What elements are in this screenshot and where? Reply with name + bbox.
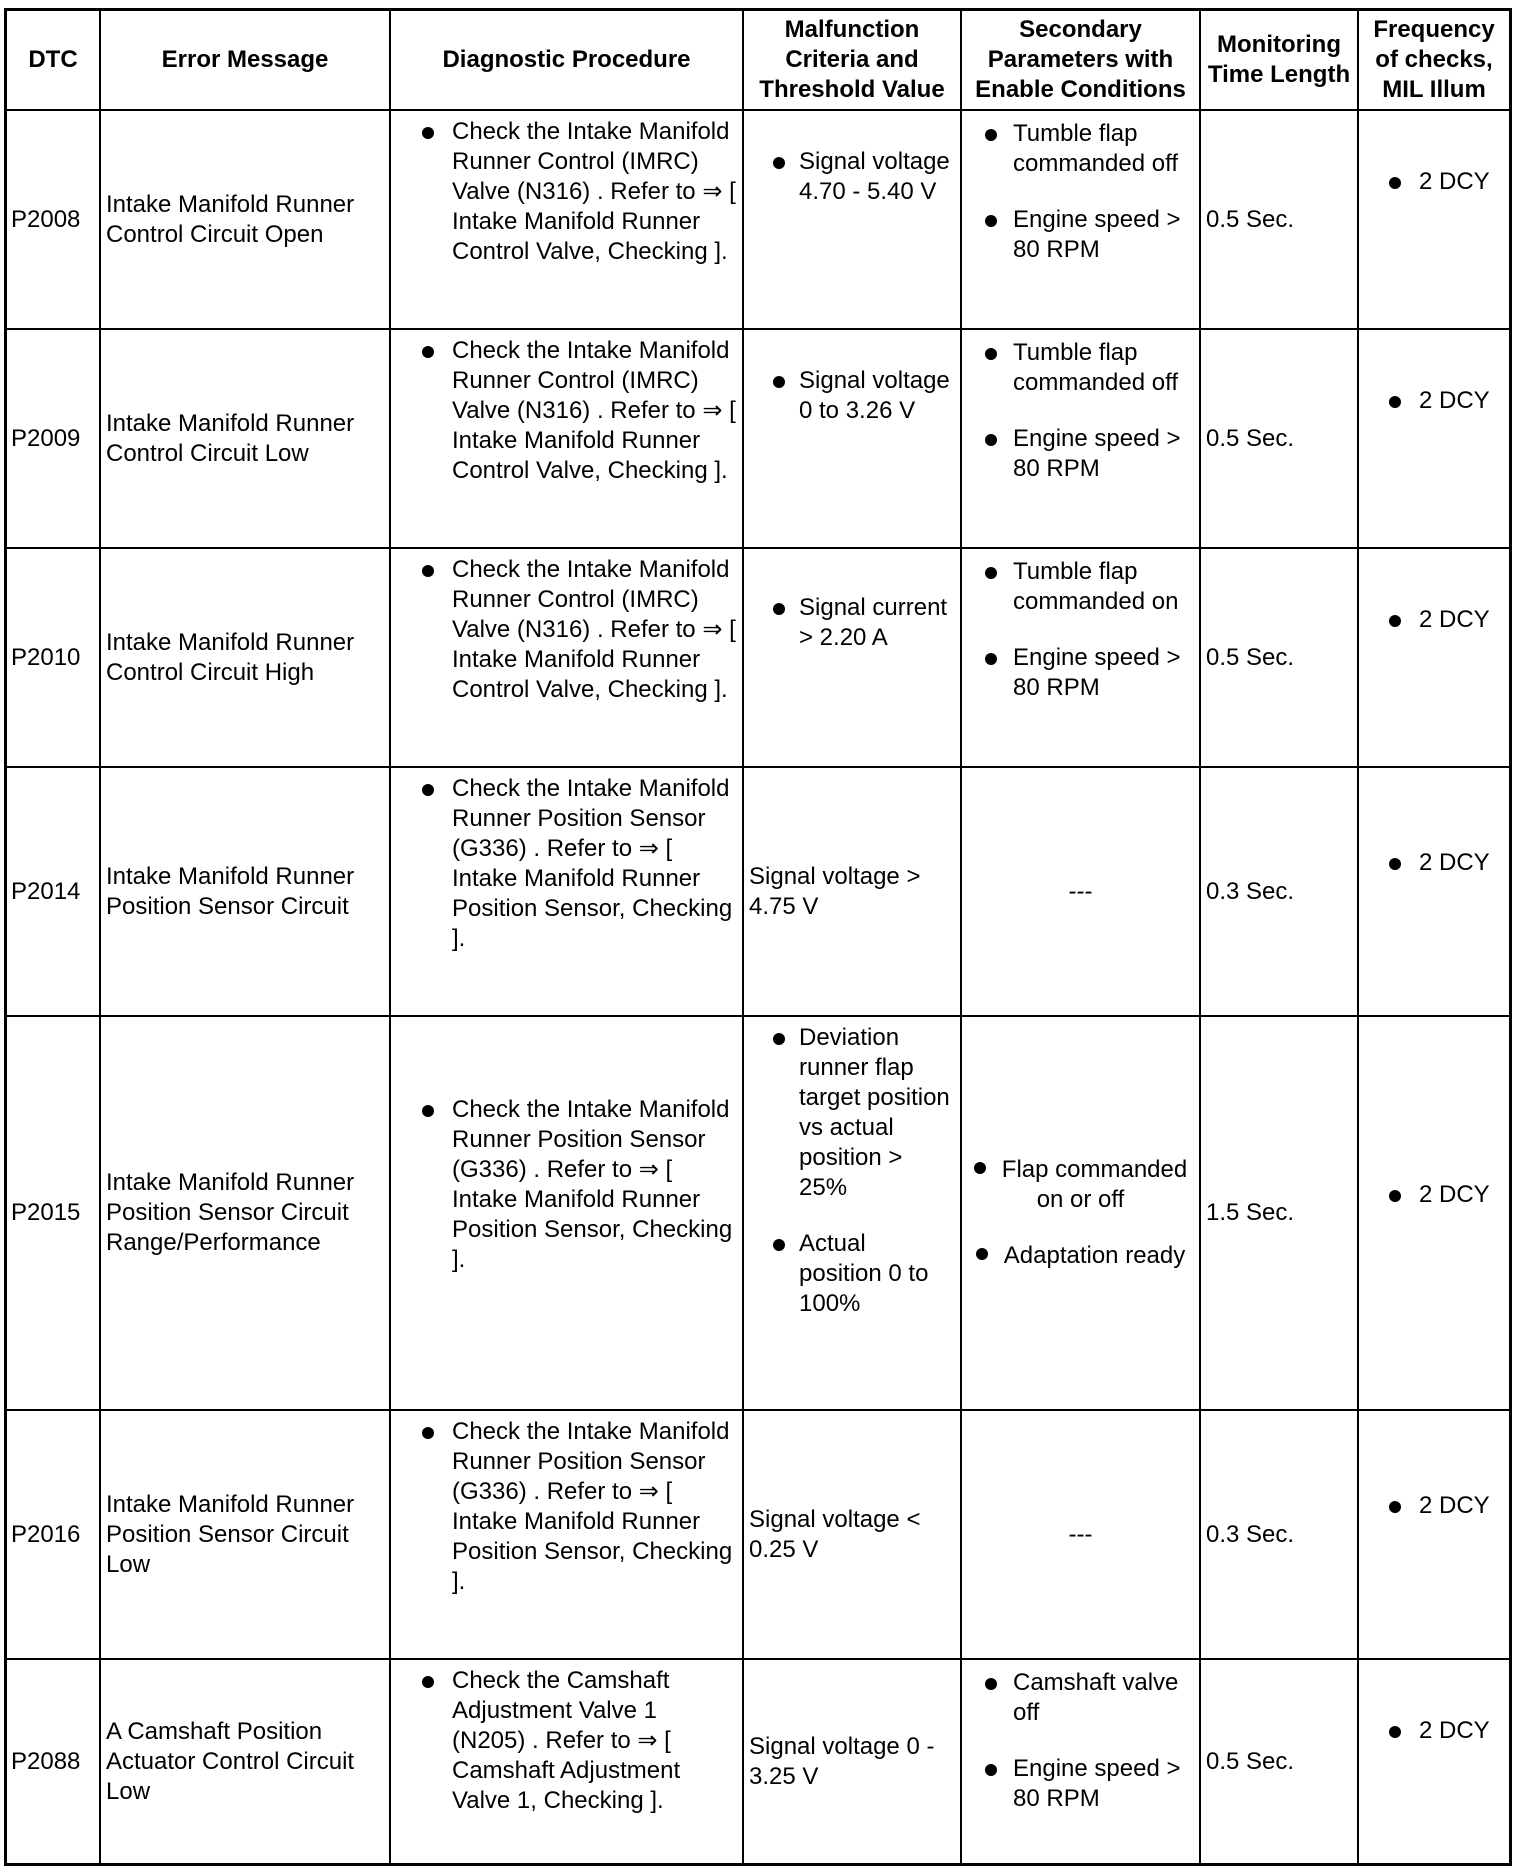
frequency: [1358, 110, 1509, 329]
bullet-item: Tumble flap commanded off: [967, 119, 1194, 179]
monitoring-time: 1.5 Sec.: [1200, 1016, 1358, 1410]
frequency: [1358, 329, 1509, 548]
bullet-item: Actual position 0 to 100%: [749, 1229, 955, 1319]
header-dtc: DTC: [7, 11, 100, 110]
bullet-item: Camshaft valve off: [967, 1668, 1194, 1728]
diagnostic-procedure: [390, 1016, 743, 1410]
diagnostic-procedure: [390, 1410, 743, 1659]
diagnostic-procedure: [390, 1659, 743, 1863]
bullet-item: 2 DCY: [1389, 848, 1505, 878]
error-message: Intake Manifold Runner Control Circuit High: [100, 548, 390, 767]
malfunction-criteria: [743, 329, 961, 548]
error-message: A Camshaft Position Actuator Control Circuit Low: [100, 1659, 390, 1863]
bullet-item: Check the Intake Manifold Runner Position Sensor (G336) . Refer to ⇒ [ Intake Manifold Runner Position Sensor, Checking ].: [396, 774, 737, 954]
error-message: Intake Manifold Runner Control Circuit Open: [100, 110, 390, 329]
header-monitoring-time: Monitoring Time Length: [1200, 11, 1358, 110]
error-message: Intake Manifold Runner Position Sensor Circuit Range/Performance: [100, 1016, 390, 1410]
frequency: [1358, 767, 1509, 1016]
header-diagnostic-procedure: Diagnostic Procedure: [390, 11, 743, 110]
bullet-dot: [974, 1162, 986, 1174]
dtc-code: P2008: [7, 110, 100, 329]
bullet-item: Check the Intake Manifold Runner Control (IMRC) Valve (N316) . Refer to ⇒ [ Intake Manifold Runner Control Valve, Checking ].: [396, 336, 737, 486]
bullet-item: Deviation runner flap target position vs actual position > 25%: [749, 1023, 955, 1203]
bullet-item: 2 DCY: [1389, 1180, 1505, 1210]
error-message: Intake Manifold Runner Position Sensor Circuit Low: [100, 1410, 390, 1659]
table-row: [7, 548, 1509, 767]
dtc-code: P2014: [7, 767, 100, 1016]
frequency: [1358, 1659, 1509, 1863]
bullet-item: Engine speed > 80 RPM: [967, 1754, 1194, 1814]
malfunction-criteria: [743, 1016, 961, 1410]
error-message: Intake Manifold Runner Control Circuit Low: [100, 329, 390, 548]
monitoring-time: 0.5 Sec.: [1200, 110, 1358, 329]
bullet-item: Check the Intake Manifold Runner Position Sensor (G336) . Refer to ⇒ [ Intake Manifold Runner Position Sensor, Checking ].: [396, 1417, 737, 1597]
bullet-item: Engine speed > 80 RPM: [967, 643, 1194, 703]
frequency: [1358, 1410, 1509, 1659]
bullet-item: Tumble flap commanded off: [967, 338, 1194, 398]
table-row: [7, 1410, 1509, 1659]
dtc-table: [7, 11, 1509, 1863]
bullet-item: Engine speed > 80 RPM: [967, 205, 1194, 265]
header-error-message: Error Message: [100, 11, 390, 110]
secondary-parameters: ---: [961, 767, 1200, 1016]
bullet-item: 2 DCY: [1389, 1491, 1505, 1521]
secondary-parameters: [961, 329, 1200, 548]
bullet-item: Engine speed > 80 RPM: [967, 424, 1194, 484]
dtc-code: P2015: [7, 1016, 100, 1410]
secondary-parameters: [961, 1016, 1200, 1410]
diagnostic-procedure: [390, 548, 743, 767]
malfunction-criteria: Signal voltage > 4.75 V: [743, 767, 961, 1016]
bullet-item: Check the Intake Manifold Runner Control (IMRC) Valve (N316) . Refer to ⇒ [ Intake Manifold Runner Control Valve, Checking ].: [396, 555, 737, 705]
monitoring-time: 0.5 Sec.: [1200, 329, 1358, 548]
monitoring-time: 0.3 Sec.: [1200, 1410, 1358, 1659]
secondary-parameters: [961, 1659, 1200, 1863]
table-row: [7, 110, 1509, 329]
malfunction-criteria: [743, 548, 961, 767]
diagnostic-procedure: [390, 110, 743, 329]
table-row: [7, 1659, 1509, 1863]
bullet-item: Signal voltage 0 to 3.26 V: [749, 366, 955, 426]
bullet-item: Check the Intake Manifold Runner Control (IMRC) Valve (N316) . Refer to ⇒ [ Intake Manifold Runner Control Valve, Checking ].: [396, 117, 737, 267]
bullet-item: Signal current > 2.20 A: [749, 593, 955, 653]
bullet-item: Flap commanded on or off: [967, 1155, 1194, 1215]
bullet-item: Tumble flap commanded on: [967, 557, 1194, 617]
bullet-item: Adaptation ready: [967, 1241, 1194, 1271]
bullet-item: Check the Intake Manifold Runner Position Sensor (G336) . Refer to ⇒ [ Intake Manifold Runner Position Sensor, Checking ].: [396, 1095, 737, 1275]
secondary-parameters: ---: [961, 1410, 1200, 1659]
dtc-table-frame: [4, 8, 1512, 1866]
monitoring-time: 0.5 Sec.: [1200, 1659, 1358, 1863]
secondary-parameters: [961, 548, 1200, 767]
bullet-item: Check the Camshaft Adjustment Valve 1 (N205) . Refer to ⇒ [ Camshaft Adjustment Valve 1, Checking ].: [396, 1666, 737, 1816]
bullet-item: 2 DCY: [1389, 605, 1505, 635]
header-frequency: Frequency of checks, MIL Illum: [1358, 11, 1509, 110]
header-secondary-parameters: Secondary Parameters with Enable Conditions: [961, 11, 1200, 110]
frequency: [1358, 548, 1509, 767]
malfunction-criteria: [743, 110, 961, 329]
table-row: [7, 1016, 1509, 1410]
monitoring-time: 0.3 Sec.: [1200, 767, 1358, 1016]
dtc-code: P2009: [7, 329, 100, 548]
bullet-item: 2 DCY: [1389, 167, 1505, 197]
diagnostic-procedure: [390, 767, 743, 1016]
table-row: [7, 329, 1509, 548]
bullet-item: Signal voltage 4.70 - 5.40 V: [749, 147, 955, 207]
diagnostic-procedure: [390, 329, 743, 548]
table-row: [7, 767, 1509, 1016]
secondary-parameters: [961, 110, 1200, 329]
frequency: [1358, 1016, 1509, 1410]
bullet-item: 2 DCY: [1389, 386, 1505, 416]
error-message: Intake Manifold Runner Position Sensor Circuit: [100, 767, 390, 1016]
malfunction-criteria: Signal voltage < 0.25 V: [743, 1410, 961, 1659]
monitoring-time: 0.5 Sec.: [1200, 548, 1358, 767]
header-malfunction-criteria: Malfunction Criteria and Threshold Value: [743, 11, 961, 110]
dtc-code: P2016: [7, 1410, 100, 1659]
dtc-code: P2088: [7, 1659, 100, 1863]
malfunction-criteria: Signal voltage 0 - 3.25 V: [743, 1659, 961, 1863]
header-row: [7, 11, 1509, 110]
dtc-code: P2010: [7, 548, 100, 767]
bullet-dot: [976, 1248, 988, 1260]
bullet-item: 2 DCY: [1389, 1716, 1505, 1746]
